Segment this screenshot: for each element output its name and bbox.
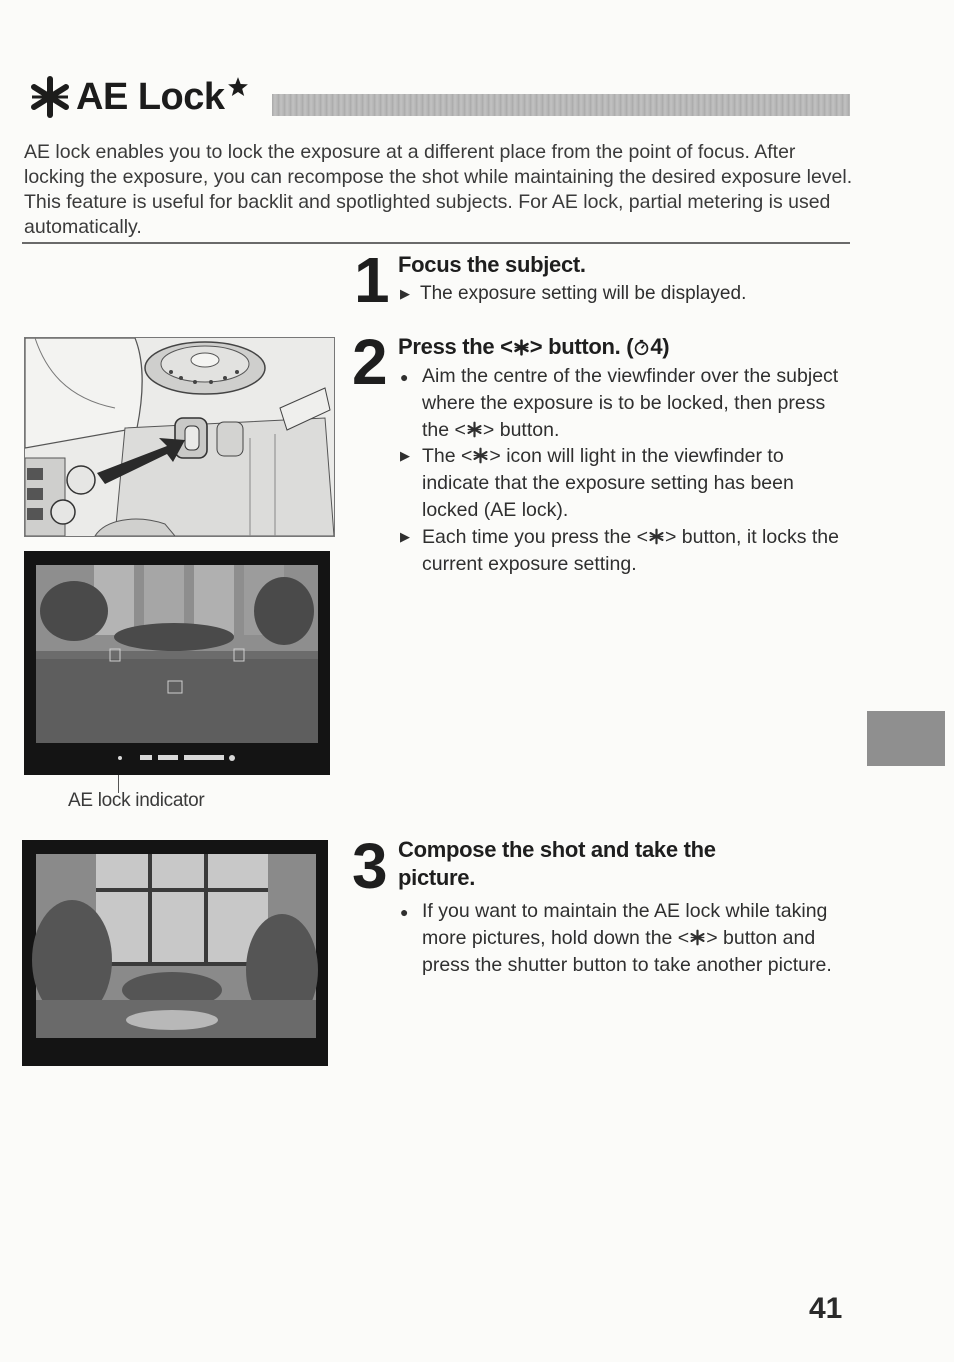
camera-illustration [24, 337, 335, 537]
camera-drawing [25, 338, 334, 536]
ae-lock-asterisk-icon [513, 339, 530, 356]
step-1-list [398, 281, 848, 308]
ae-lock-asterisk-icon [648, 528, 665, 545]
step-1-number: 1 [354, 244, 390, 316]
section-divider [22, 242, 850, 244]
page-title [28, 72, 249, 122]
ae-lock-asterisk-icon [472, 447, 489, 464]
step-3-number: 3 [352, 830, 388, 902]
intro-paragraph: AE lock enables you to lock the exposure at a different place from the point of focus. After locking the exposure, you can recompose the shot while maintaining the desired exposure level. This feature is useful for backlit and spotlighted subjects. For AE lock, partial metering is used automatically. [24, 141, 853, 238]
step-2-number: 2 [352, 326, 388, 398]
ae-lock-asterisk-icon [689, 929, 706, 946]
step-3-list [398, 898, 848, 978]
list-item: ▶ The < > icon will light in the viewfinder to indicate that the exposure setting has been locked (AE lock). [400, 445, 794, 521]
ae-lock-indicator-caption: AE lock indicator [68, 790, 205, 811]
step-1 [398, 251, 848, 308]
ae-lock-asterisk-icon [28, 75, 72, 119]
timer-icon [633, 339, 650, 356]
title-decorative-bar [272, 94, 850, 116]
page-number: 41 [809, 1292, 843, 1325]
page-title-text: AE Lock [76, 75, 225, 118]
list-item: ▶ Each time you press the < > button, it locks the current exposure setting. [400, 525, 839, 575]
step-2 [398, 333, 848, 577]
ae-lock-asterisk-icon [466, 421, 483, 438]
recomposed-shot-image [22, 840, 328, 1066]
step-2-list [398, 363, 848, 577]
list-item: ● Aim the centre of the viewfinder over the subject where the exposure is to be locked, then press the < > button. [400, 365, 839, 441]
viewfinder-ae-lock-image [24, 551, 330, 775]
step-3 [398, 836, 848, 978]
step-2-heading: Press the < > button. ( 4) [398, 334, 670, 359]
list-item: ▶ The exposure setting will be displayed. [400, 283, 747, 304]
list-item: ● If you want to maintain the AE lock while taking more pictures, hold down the < > button and press the shutter button to take another picture. [400, 900, 832, 976]
viewfinder-scene [24, 551, 330, 775]
recomposed-scene [22, 840, 328, 1066]
step-1-heading: Focus the subject. [398, 252, 586, 277]
step-3-heading: Compose the shot and take the picture. [398, 837, 716, 890]
star-icon [227, 76, 249, 98]
chapter-tab [867, 711, 945, 766]
